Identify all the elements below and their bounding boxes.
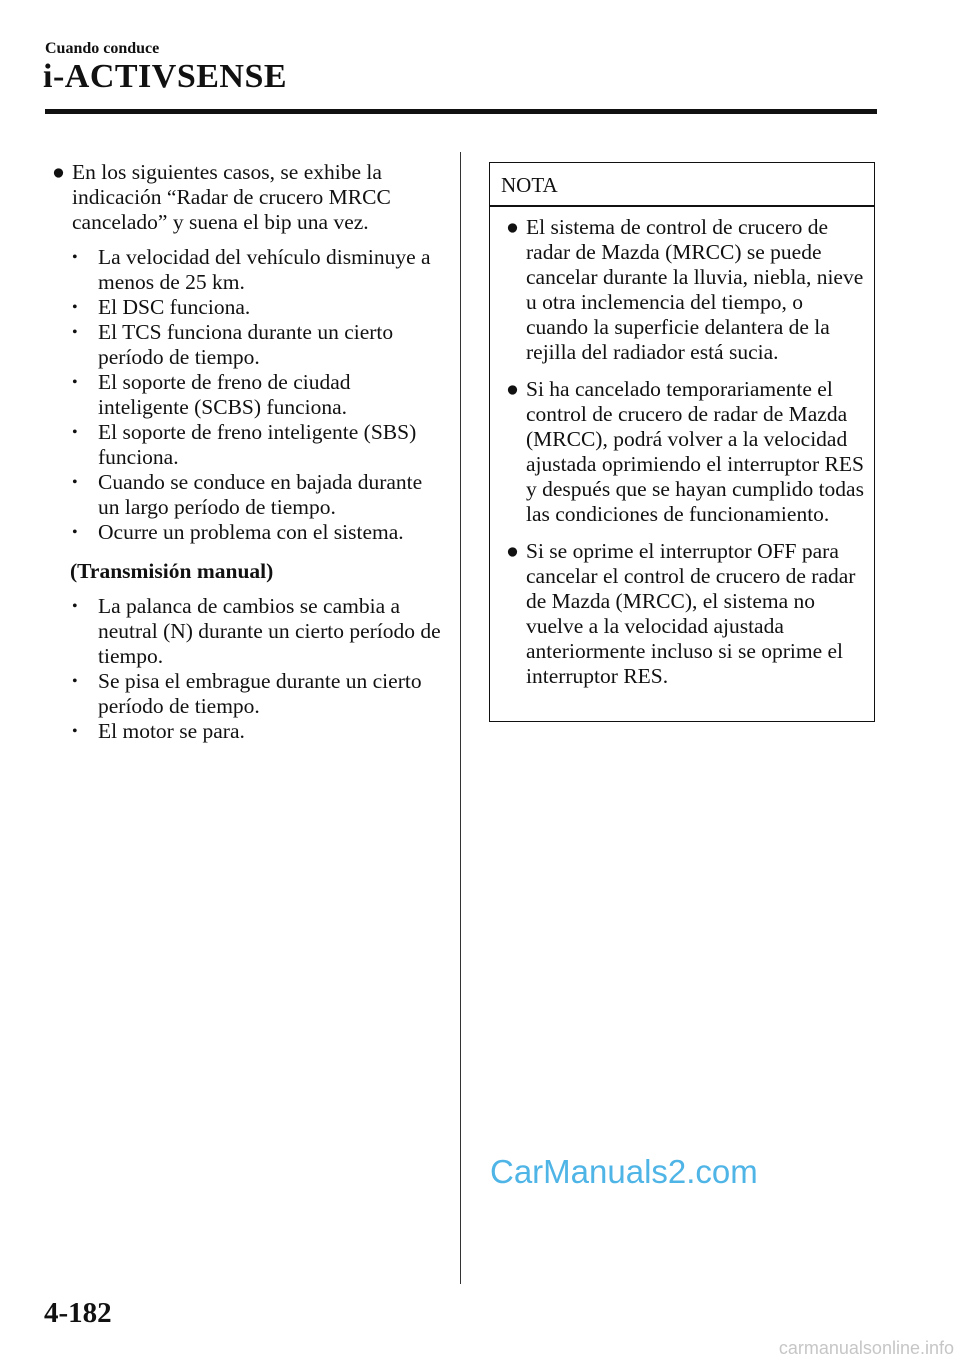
note-item xyxy=(506,539,868,689)
bullet-dot-icon: ● xyxy=(506,539,519,563)
header-rule xyxy=(45,109,877,114)
cancel-cases-list xyxy=(70,245,442,545)
case-text: El soporte de freno de ciudad inteligente (SCBS) funciona. xyxy=(98,370,351,419)
left-column xyxy=(52,160,442,744)
list-item xyxy=(70,594,442,669)
list-item xyxy=(70,669,442,719)
case-text: Se pisa el embrague durante un cierto período de tiempo. xyxy=(98,669,422,718)
note-divider xyxy=(490,205,874,207)
intro-text: En los siguientes casos, se exhibe la indicación “Radar de crucero MRCC cancelado” y suena el bip una vez. xyxy=(72,160,391,234)
list-item xyxy=(70,245,442,295)
note-title: NOTA xyxy=(501,173,558,197)
sub-bullet-icon: • xyxy=(72,299,78,316)
sub-bullet-icon: • xyxy=(72,249,78,266)
list-item xyxy=(70,719,442,744)
case-text: El TCS funciona durante un cierto período de tiempo. xyxy=(98,320,394,369)
note-item xyxy=(506,215,868,365)
sub-bullet-icon: • xyxy=(72,324,78,341)
note-text: Si se oprime el interruptor OFF para cancelar el control de crucero de radar de Mazda (MRCC), el sistema no vuelve a la velocidad ajustada anteriormente incluso si se oprime el interruptor RES. xyxy=(526,539,856,688)
sub-bullet-icon: • xyxy=(72,673,78,690)
chapter-title: i-ACTIVSENSE xyxy=(43,58,288,95)
watermark-brand: CarManuals2.com xyxy=(490,1153,758,1190)
case-text: El soporte de freno inteligente (SBS) funciona. xyxy=(98,420,417,469)
manual-cases-list xyxy=(70,594,442,744)
sub-bullet-icon: • xyxy=(72,374,78,391)
list-item xyxy=(70,520,442,545)
list-item xyxy=(70,420,442,470)
column-divider xyxy=(460,152,461,1284)
sub-bullet-icon: • xyxy=(72,524,78,541)
sub-bullet-icon: • xyxy=(72,598,78,615)
bullet-dot-icon: ● xyxy=(52,160,65,184)
case-text: La velocidad del vehículo disminuye a menos de 25 km. xyxy=(98,245,431,294)
manual-transmission-heading: (Transmisión manual) xyxy=(70,559,274,583)
sub-bullet-icon: • xyxy=(72,424,78,441)
case-text: Ocurre un problema con el sistema. xyxy=(98,520,404,544)
list-item xyxy=(70,320,442,370)
note-box xyxy=(489,162,875,722)
note-item xyxy=(506,377,868,527)
intro-list xyxy=(52,160,442,235)
case-text: Cuando se conduce en bajada durante un largo período de tiempo. xyxy=(98,470,423,519)
bullet-dot-icon: ● xyxy=(506,377,519,401)
case-text: El motor se para. xyxy=(98,719,245,743)
page-number: 4-182 xyxy=(44,1297,112,1329)
note-text: Si ha cancelado temporariamente el control de crucero de radar de Mazda (MRCC), podrá volver a la velocidad ajustada oprimiendo el interruptor RES y después que se hayan cumplido todas las condiciones de funcionamiento. xyxy=(526,377,864,526)
bullet-dot-icon: ● xyxy=(506,215,519,239)
case-text: El DSC funciona. xyxy=(98,295,251,319)
note-text: El sistema de control de crucero de radar de Mazda (MRCC) se puede cancelar durante la lluvia, niebla, nieve u otra inclemencia del tiempo, o cuando la superficie delantera de la rejilla del radiador está sucia. xyxy=(526,215,864,364)
list-item xyxy=(70,370,442,420)
intro-bullet-item xyxy=(52,160,442,235)
list-item xyxy=(70,470,442,520)
note-list xyxy=(506,215,868,701)
list-item xyxy=(70,295,442,320)
watermark-site: carmanualsonline.info xyxy=(778,1338,954,1358)
section-label: Cuando conduce xyxy=(45,40,160,57)
case-text: La palanca de cambios se cambia a neutral (N) durante un cierto período de tiempo. xyxy=(98,594,441,668)
sub-bullet-icon: • xyxy=(72,474,78,491)
sub-bullet-icon: • xyxy=(72,723,78,740)
